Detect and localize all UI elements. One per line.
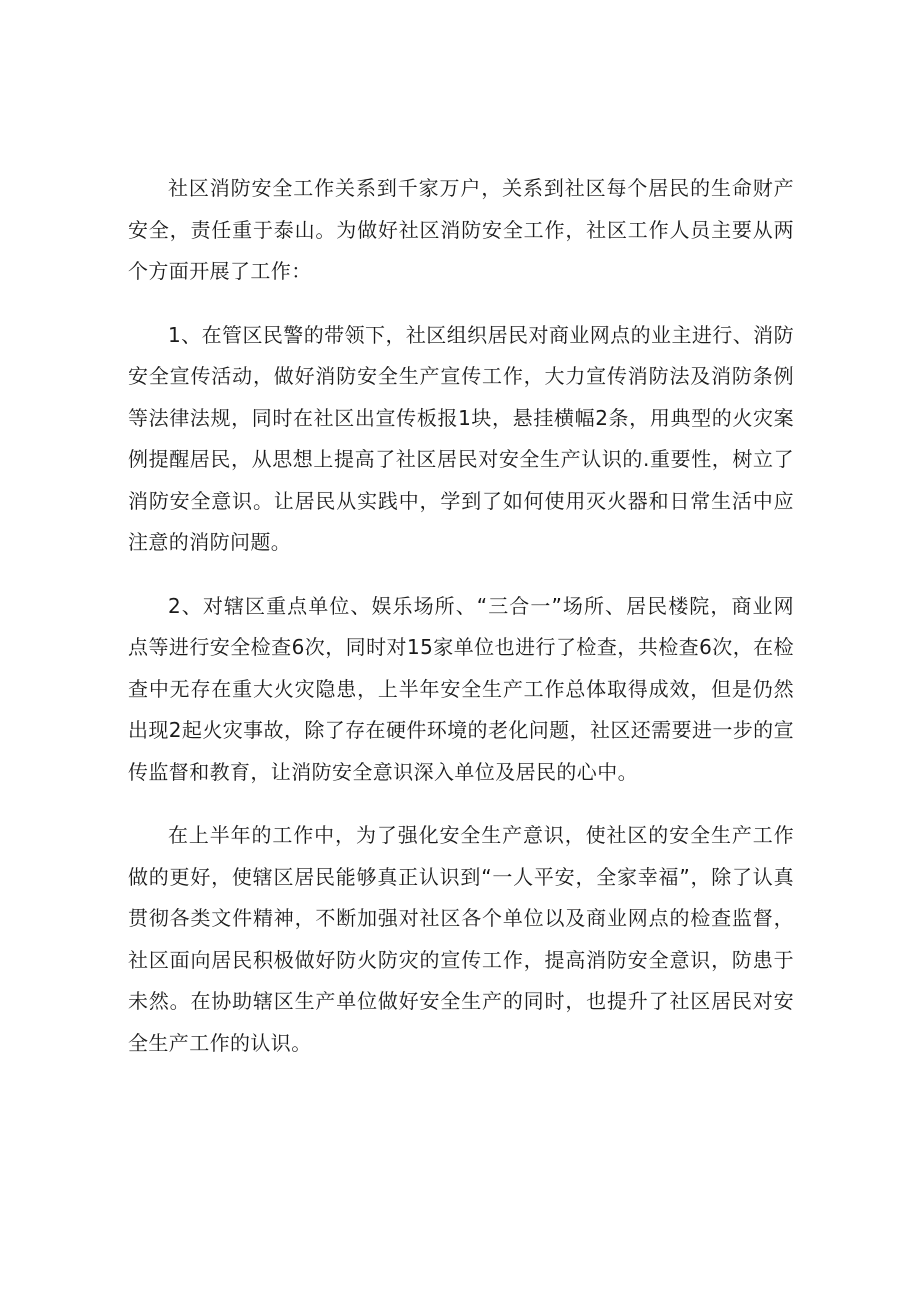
paragraph-summary: 在上半年的工作中，为了强化安全生产意识，使社区的安全生产工作做的更好，使辖区居民能够真正认识到“一人平安，全家幸福”，除了认真贯彻各类文件精神，不断加强对社区各个单位以及商业网点的检查监督，社区面向居民积极做好防火防灾的宣传工作，提高消防安全意识，防患于未然。在协助辖区生产单位做好安全生产的同时，也提升了社区居民对安全生产工作的认识。 xyxy=(128,823,794,1055)
document-body xyxy=(128,168,794,1086)
paragraph-item-2: 2、对辖区重点单位、娱乐场所、“三合一”场所、居民楼院，商业网点等进行安全检查6次，同时对15家单位也进行了检查，共检查6次，在检查中无存在重大火灾隐患，上半年安全生产工作总体取得成效，但是仍然出现2起火灾事故，除了存在硬件环境的老化问题，社区还需要进一步的宣传监督和教育，让消防安全意识深入单位及居民的心中。 xyxy=(128,593,794,784)
paragraph-item-1: 1、在管区民警的带领下，社区组织居民对商业网点的业主进行、消防安全宣传活动，做好消防安全生产宣传工作，大力宣传消防法及消防条例等法律法规，同时在社区出宣传板报1块，悬挂横幅2条，用典型的火灾案例提醒居民，从思想上提高了社区居民对安全生产认识的.重要性，树立了消防安全意识。让居民从实践中，学到了如何使用灭火器和日常生活中应注意的消防问题。 xyxy=(128,322,794,554)
paragraph-intro: 社区消防安全工作关系到千家万户，关系到社区每个居民的生命财产安全，责任重于泰山。为做好社区消防安全工作，社区工作人员主要从两个方面开展了工作： xyxy=(128,176,794,283)
